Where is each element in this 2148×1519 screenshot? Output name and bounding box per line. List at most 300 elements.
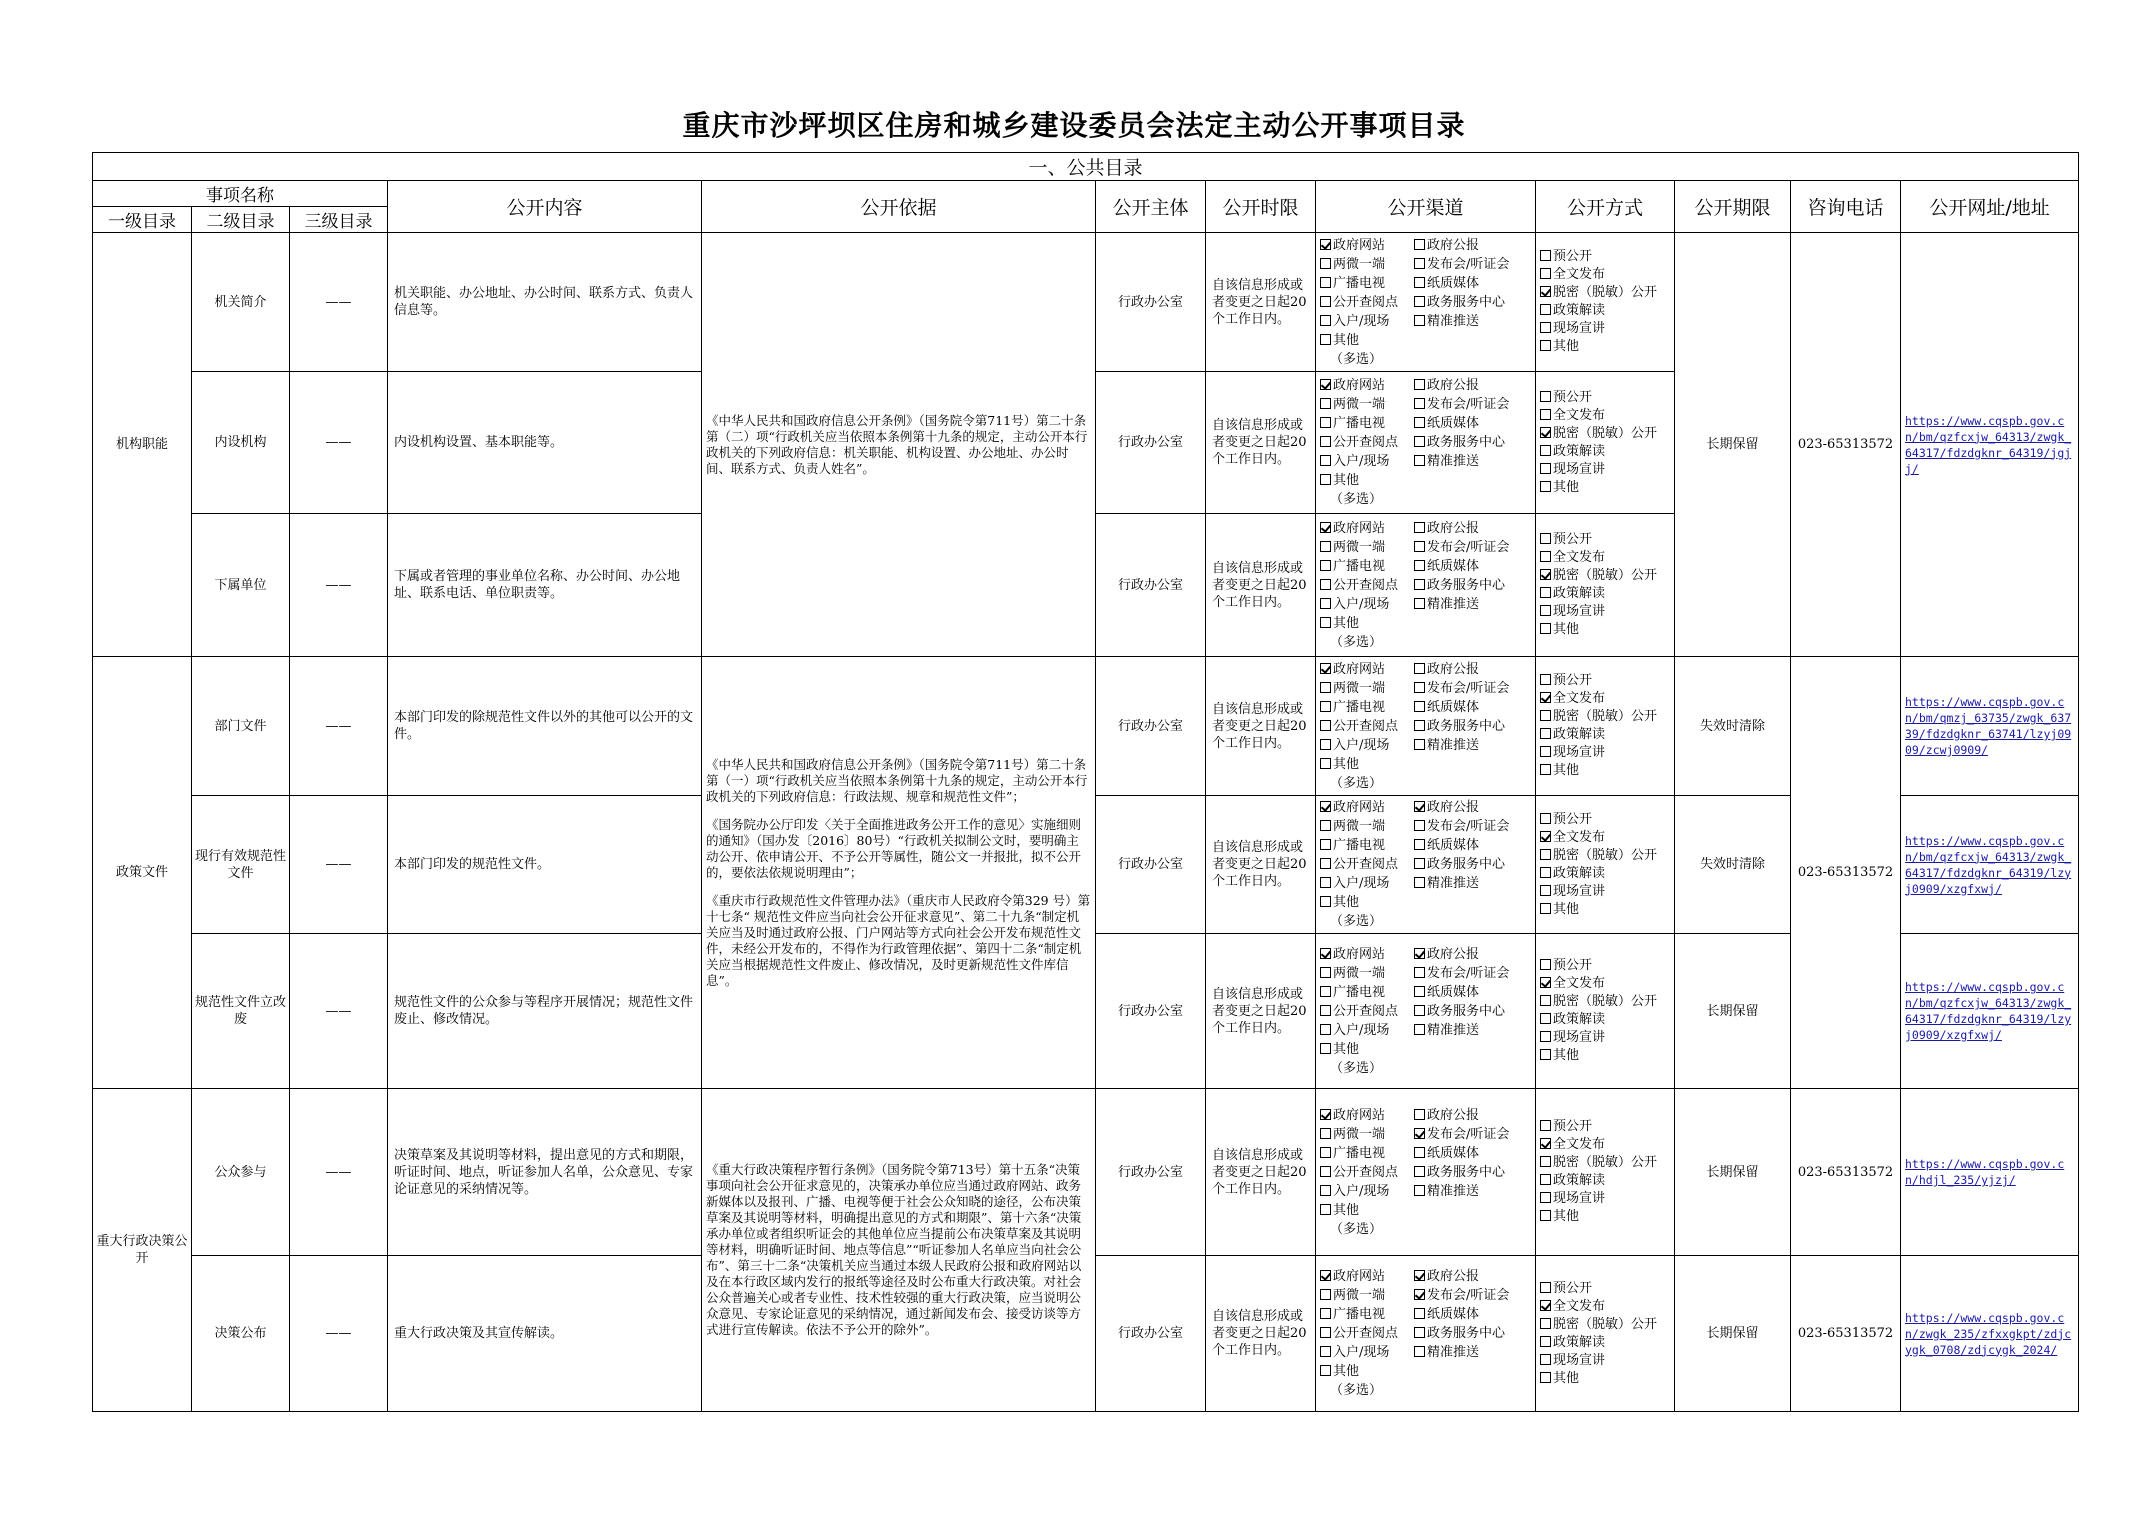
checkbox-icon[interactable]	[1320, 258, 1331, 269]
checked-box-icon[interactable]	[1414, 1289, 1425, 1300]
checkbox-icon[interactable]	[1540, 746, 1551, 757]
checkbox-icon[interactable]	[1414, 739, 1425, 750]
channel-option[interactable]	[1414, 1324, 1531, 1343]
channel-option[interactable]	[1320, 964, 1414, 983]
url-link[interactable]: https://www.cqspb.gov.cn/hdjl_235/yjzj/	[1901, 1089, 2079, 1256]
mode-option[interactable]	[1540, 1298, 1670, 1316]
checkbox-icon[interactable]	[1540, 764, 1551, 775]
channel-option[interactable]	[1320, 755, 1414, 774]
channel-option[interactable]	[1320, 471, 1414, 490]
channel-option[interactable]	[1414, 433, 1531, 452]
checkbox-icon[interactable]	[1540, 1120, 1551, 1131]
channel-option[interactable]	[1414, 717, 1531, 736]
mode-option-label: 政策解读	[1553, 586, 1606, 601]
checkbox-icon[interactable]	[1320, 701, 1331, 712]
channel-option[interactable]	[1320, 1163, 1414, 1182]
checkbox-icon[interactable]	[1540, 268, 1551, 279]
checked-box-icon[interactable]	[1540, 1138, 1551, 1149]
checkbox-icon[interactable]	[1414, 1308, 1425, 1319]
mode-option[interactable]	[1540, 744, 1670, 762]
mode-option[interactable]	[1540, 901, 1670, 919]
channel-option[interactable]	[1414, 538, 1531, 557]
channel-option[interactable]	[1320, 312, 1414, 331]
checkbox-icon[interactable]	[1540, 674, 1551, 685]
checkbox-icon[interactable]	[1414, 560, 1425, 571]
channel-option[interactable]	[1414, 945, 1531, 964]
checkbox-icon[interactable]	[1414, 839, 1425, 850]
channel-option-label: 政务服务中心	[1427, 294, 1506, 310]
checkbox-icon[interactable]	[1540, 1354, 1551, 1365]
channel-option[interactable]	[1320, 836, 1414, 855]
channel-option[interactable]	[1320, 595, 1414, 614]
checkbox-icon[interactable]	[1540, 1318, 1551, 1329]
checkbox-icon[interactable]	[1320, 296, 1331, 307]
checkbox-icon[interactable]	[1414, 1346, 1425, 1357]
checked-box-icon[interactable]	[1414, 1270, 1425, 1281]
checkbox-icon[interactable]	[1540, 728, 1551, 739]
mode-option[interactable]	[1540, 567, 1670, 585]
checkbox-icon[interactable]	[1320, 720, 1331, 731]
channel-option[interactable]	[1414, 660, 1531, 679]
checked-box-icon[interactable]	[1320, 801, 1331, 812]
section-title: 一、公共目录	[93, 153, 2079, 181]
channel-option[interactable]	[1320, 855, 1414, 874]
channel-option[interactable]	[1320, 538, 1414, 557]
channel-option[interactable]	[1414, 376, 1531, 395]
checkbox-icon[interactable]	[1540, 481, 1551, 492]
mode-option[interactable]	[1540, 320, 1670, 338]
channel-option[interactable]	[1320, 433, 1414, 452]
checkbox-icon[interactable]	[1540, 1049, 1551, 1060]
checked-box-icon[interactable]	[1540, 977, 1551, 988]
checkbox-icon[interactable]	[1414, 1005, 1425, 1016]
mode-option[interactable]	[1540, 1190, 1670, 1208]
checkbox-icon[interactable]	[1540, 1031, 1551, 1042]
channel-option[interactable]	[1320, 1125, 1414, 1144]
channel-option[interactable]	[1414, 274, 1531, 293]
mode-option[interactable]	[1540, 407, 1670, 425]
checkbox-icon[interactable]	[1320, 1024, 1331, 1035]
checkbox-icon[interactable]	[1414, 417, 1425, 428]
checkbox-icon[interactable]	[1414, 701, 1425, 712]
channel-option[interactable]	[1414, 1021, 1531, 1040]
checked-box-icon[interactable]	[1320, 663, 1331, 674]
checkbox-icon[interactable]	[1540, 959, 1551, 970]
checked-box-icon[interactable]	[1414, 801, 1425, 812]
mode-option[interactable]	[1540, 1334, 1670, 1352]
channel-option[interactable]	[1320, 1201, 1414, 1220]
checkbox-icon[interactable]	[1320, 560, 1331, 571]
checkbox-icon[interactable]	[1414, 296, 1425, 307]
checkbox-icon[interactable]	[1320, 1005, 1331, 1016]
channel-option-label: 政务服务中心	[1427, 718, 1506, 734]
mode-option[interactable]	[1540, 811, 1670, 829]
channel-option-label: 发布会/听证会	[1427, 680, 1510, 696]
channel-option[interactable]	[1320, 983, 1414, 1002]
mode-option[interactable]	[1540, 708, 1670, 726]
checkbox-icon[interactable]	[1414, 663, 1425, 674]
channel-option[interactable]	[1414, 836, 1531, 855]
mode-option[interactable]	[1540, 531, 1670, 549]
mode-option[interactable]	[1540, 762, 1670, 780]
channel-option[interactable]	[1414, 679, 1531, 698]
channel-option[interactable]	[1320, 1144, 1414, 1163]
mode-option[interactable]	[1540, 883, 1670, 901]
checkbox-icon[interactable]	[1320, 1147, 1331, 1158]
channel-option[interactable]	[1414, 1163, 1531, 1182]
checkbox-icon[interactable]	[1320, 1289, 1331, 1300]
checkbox-icon[interactable]	[1540, 1282, 1551, 1293]
checkbox-icon[interactable]	[1320, 455, 1331, 466]
checkbox-icon[interactable]	[1320, 436, 1331, 447]
mode-cell	[1536, 796, 1675, 934]
checkbox-icon[interactable]	[1320, 986, 1331, 997]
checkbox-icon[interactable]	[1414, 1024, 1425, 1035]
checkbox-icon[interactable]	[1540, 903, 1551, 914]
channel-option[interactable]	[1414, 1343, 1531, 1362]
mode-option[interactable]	[1540, 266, 1670, 284]
channel-option[interactable]	[1414, 874, 1531, 893]
checkbox-icon[interactable]	[1540, 849, 1551, 860]
mode-option[interactable]	[1540, 1047, 1670, 1065]
checkbox-icon[interactable]	[1540, 445, 1551, 456]
channel-option[interactable]	[1414, 293, 1531, 312]
channel-option[interactable]	[1414, 595, 1531, 614]
checkbox-icon[interactable]	[1320, 877, 1331, 888]
checkbox-icon[interactable]	[1540, 250, 1551, 261]
mode-option[interactable]	[1540, 1208, 1670, 1226]
mode-option[interactable]	[1540, 690, 1670, 708]
channel-option[interactable]	[1320, 1362, 1414, 1381]
checkbox-icon[interactable]	[1540, 304, 1551, 315]
mode-option[interactable]	[1540, 302, 1670, 320]
mode-option[interactable]	[1540, 993, 1670, 1011]
channel-option[interactable]	[1320, 893, 1414, 912]
channel-option-label: 政府公报	[1427, 1107, 1480, 1123]
checkbox-icon[interactable]	[1540, 995, 1551, 1006]
checkbox-icon[interactable]	[1540, 867, 1551, 878]
checked-box-icon[interactable]	[1540, 1300, 1551, 1311]
checked-box-icon[interactable]	[1540, 286, 1551, 297]
checkbox-icon[interactable]	[1540, 1156, 1551, 1167]
checkbox-icon[interactable]	[1540, 340, 1551, 351]
checked-box-icon[interactable]	[1320, 379, 1331, 390]
phone-header: 咨询电话	[1791, 181, 1901, 233]
checkbox-icon[interactable]	[1540, 391, 1551, 402]
mode-option[interactable]	[1540, 1154, 1670, 1172]
mode-option[interactable]	[1540, 621, 1670, 639]
checkbox-icon[interactable]	[1414, 398, 1425, 409]
checkbox-icon[interactable]	[1320, 858, 1331, 869]
checked-box-icon[interactable]	[1320, 1109, 1331, 1120]
channel-option[interactable]	[1320, 1040, 1414, 1059]
channel-option[interactable]	[1414, 312, 1531, 331]
mode-option[interactable]	[1540, 1029, 1670, 1047]
channel-option-label: 政务服务中心	[1427, 1164, 1506, 1180]
channel-option[interactable]	[1320, 945, 1414, 964]
checkbox-icon[interactable]	[1320, 1128, 1331, 1139]
channel-option[interactable]	[1414, 236, 1531, 255]
checkbox-icon[interactable]	[1320, 839, 1331, 850]
checkbox-icon[interactable]	[1320, 1043, 1331, 1054]
checkbox-icon[interactable]	[1414, 315, 1425, 326]
channel-option[interactable]	[1320, 679, 1414, 698]
channel-option[interactable]	[1320, 395, 1414, 414]
checkbox-icon[interactable]	[1320, 1365, 1331, 1376]
channel-option[interactable]	[1320, 576, 1414, 595]
channel-option[interactable]	[1414, 1182, 1531, 1201]
checkbox-icon[interactable]	[1540, 1210, 1551, 1221]
channel-option[interactable]	[1414, 855, 1531, 874]
checkbox-icon[interactable]	[1414, 239, 1425, 250]
mode-option[interactable]	[1540, 479, 1670, 497]
channel-option-label: 政府网站	[1333, 661, 1386, 677]
channel-option[interactable]	[1320, 614, 1414, 633]
channel-option[interactable]	[1414, 395, 1531, 414]
channel-option[interactable]	[1414, 255, 1531, 274]
channel-option[interactable]	[1320, 1305, 1414, 1324]
checkbox-icon[interactable]	[1320, 967, 1331, 978]
channel-option[interactable]	[1414, 519, 1531, 538]
channel-option[interactable]	[1414, 1106, 1531, 1125]
channel-option[interactable]	[1414, 1305, 1531, 1324]
checkbox-icon[interactable]	[1414, 877, 1425, 888]
mode-option[interactable]	[1540, 865, 1670, 883]
url-link[interactable]: https://www.cqspb.gov.cn/bm/qzfcxjw_64313/zwgk_64317/fdzdgknr_64319/lzyj0909/xzgfxwj/	[1901, 934, 2079, 1089]
checkbox-icon[interactable]	[1414, 598, 1425, 609]
channel-option[interactable]	[1320, 817, 1414, 836]
checkbox-icon[interactable]	[1414, 682, 1425, 693]
mode-option[interactable]	[1540, 1316, 1670, 1334]
checkbox-icon[interactable]	[1414, 277, 1425, 288]
channel-option[interactable]	[1320, 1324, 1414, 1343]
channel-option[interactable]	[1320, 236, 1414, 255]
subject-cell: 行政办公室	[1096, 233, 1206, 372]
checkbox-icon[interactable]	[1414, 541, 1425, 552]
channel-option[interactable]	[1414, 817, 1531, 836]
mode-option[interactable]	[1540, 389, 1670, 407]
checkbox-icon[interactable]	[1320, 1346, 1331, 1357]
channel-option[interactable]	[1414, 1286, 1531, 1305]
channel-option[interactable]	[1320, 1106, 1414, 1125]
channel-option[interactable]	[1414, 1144, 1531, 1163]
checkbox-icon[interactable]	[1320, 1327, 1331, 1338]
checkbox-icon[interactable]	[1414, 967, 1425, 978]
checked-box-icon[interactable]	[1414, 1128, 1425, 1139]
channel-option[interactable]	[1320, 698, 1414, 717]
phone-cell: 023-65313572	[1791, 1089, 1901, 1256]
checkbox-icon[interactable]	[1540, 605, 1551, 616]
mode-option[interactable]	[1540, 338, 1670, 356]
checkbox-icon[interactable]	[1414, 720, 1425, 731]
channel-option[interactable]	[1320, 874, 1414, 893]
channel-option[interactable]	[1414, 1002, 1531, 1021]
mode-option[interactable]	[1540, 1352, 1670, 1370]
checked-box-icon[interactable]	[1320, 522, 1331, 533]
checked-box-icon[interactable]	[1320, 1270, 1331, 1281]
checkbox-icon[interactable]	[1320, 1308, 1331, 1319]
checkbox-icon[interactable]	[1320, 896, 1331, 907]
mode-option[interactable]	[1540, 847, 1670, 865]
channel-option[interactable]	[1414, 698, 1531, 717]
channel-option[interactable]	[1320, 736, 1414, 755]
checkbox-icon[interactable]	[1320, 398, 1331, 409]
period-cell: 长期保留	[1675, 233, 1791, 657]
channel-option[interactable]	[1414, 414, 1531, 433]
channel-option[interactable]	[1414, 452, 1531, 471]
checkbox-icon[interactable]	[1540, 813, 1551, 824]
checkbox-icon[interactable]	[1540, 1192, 1551, 1203]
mode-option[interactable]	[1540, 1011, 1670, 1029]
checkbox-icon[interactable]	[1414, 436, 1425, 447]
checkbox-icon[interactable]	[1320, 315, 1331, 326]
checkbox-icon[interactable]	[1540, 1013, 1551, 1024]
mode-option[interactable]	[1540, 284, 1670, 302]
url-link[interactable]: https://www.cqspb.gov.cn/bm/qzfcxjw_64313/zwgk_64317/fdzdgknr_64319/jgjj/	[1901, 233, 2079, 657]
checkbox-icon[interactable]	[1320, 682, 1331, 693]
url-link[interactable]: https://www.cqspb.gov.cn/bm/qmzj_63735/zwgk_63739/fdzdgknr_63741/lzyj0909/zcwj0909/	[1901, 657, 2079, 796]
checked-box-icon[interactable]	[1414, 948, 1425, 959]
mode-option-label: 脱密（脱敏）公开	[1553, 994, 1658, 1009]
channel-option[interactable]	[1320, 717, 1414, 736]
mode-option[interactable]	[1540, 829, 1670, 847]
checked-box-icon[interactable]	[1540, 692, 1551, 703]
channel-option[interactable]	[1320, 293, 1414, 312]
checkbox-icon[interactable]	[1540, 1336, 1551, 1347]
mode-option[interactable]	[1540, 1118, 1670, 1136]
channel-option[interactable]	[1414, 964, 1531, 983]
checkbox-icon[interactable]	[1414, 986, 1425, 997]
mode-option[interactable]	[1540, 549, 1670, 567]
mode-option[interactable]	[1540, 443, 1670, 461]
mode-option[interactable]	[1540, 957, 1670, 975]
channel-option[interactable]	[1320, 1182, 1414, 1201]
mode-option[interactable]	[1540, 603, 1670, 621]
checkbox-icon[interactable]	[1320, 739, 1331, 750]
channel-option[interactable]	[1320, 255, 1414, 274]
channel-option[interactable]	[1414, 1125, 1531, 1144]
mode-option[interactable]	[1540, 1136, 1670, 1154]
checkbox-icon[interactable]	[1414, 820, 1425, 831]
checkbox-icon[interactable]	[1320, 277, 1331, 288]
multi-select-note: （多选）	[1330, 351, 1383, 367]
checked-box-icon[interactable]	[1320, 948, 1331, 959]
channel-option[interactable]	[1320, 557, 1414, 576]
channel-option[interactable]	[1320, 1343, 1414, 1362]
checkbox-icon[interactable]	[1540, 551, 1551, 562]
checkbox-icon[interactable]	[1414, 858, 1425, 869]
checkbox-icon[interactable]	[1320, 598, 1331, 609]
checkbox-icon[interactable]	[1320, 579, 1331, 590]
checkbox-icon[interactable]	[1320, 820, 1331, 831]
mode-option[interactable]	[1540, 1172, 1670, 1190]
channel-option[interactable]	[1320, 414, 1414, 433]
checkbox-icon[interactable]	[1414, 455, 1425, 466]
channel-option[interactable]	[1320, 452, 1414, 471]
channel-option[interactable]	[1320, 660, 1414, 679]
checkbox-icon[interactable]	[1540, 1174, 1551, 1185]
channel-option[interactable]	[1414, 1267, 1531, 1286]
checkbox-icon[interactable]	[1540, 1372, 1551, 1383]
checkbox-icon[interactable]	[1540, 623, 1551, 634]
checkbox-icon[interactable]	[1320, 1185, 1331, 1196]
checkbox-icon[interactable]	[1540, 710, 1551, 721]
channel-option[interactable]	[1320, 1002, 1414, 1021]
checkbox-icon[interactable]	[1540, 533, 1551, 544]
subject-cell: 行政办公室	[1096, 514, 1206, 657]
checkbox-icon[interactable]	[1320, 1166, 1331, 1177]
url-link[interactable]: https://www.cqspb.gov.cn/bm/qzfcxjw_64313/zwgk_64317/fdzdgknr_64319/lzyj0909/xzgfxwj/	[1901, 796, 2079, 934]
mode-option[interactable]	[1540, 1370, 1670, 1388]
mode-option[interactable]	[1540, 672, 1670, 690]
checkbox-icon[interactable]	[1320, 474, 1331, 485]
channel-option-label: 入户/现场	[1333, 1022, 1390, 1038]
mode-option-label: 全文发布	[1553, 829, 1606, 845]
checkbox-icon[interactable]	[1414, 1166, 1425, 1177]
content-cell: 决策草案及其说明等材料，提出意见的方式和期限，听证时间、地点，听证参加人名单，公众意见、专家论证意见的采纳情况等。	[388, 1089, 702, 1256]
channel-option[interactable]	[1414, 576, 1531, 595]
mode-option[interactable]	[1540, 975, 1670, 993]
checkbox-icon[interactable]	[1414, 1147, 1425, 1158]
checked-box-icon[interactable]	[1540, 427, 1551, 438]
channel-option[interactable]	[1320, 274, 1414, 293]
checkbox-icon[interactable]	[1320, 1204, 1331, 1215]
checkbox-icon[interactable]	[1540, 885, 1551, 896]
checkbox-icon[interactable]	[1320, 758, 1331, 769]
mode-option-label: 现场宣讲	[1553, 883, 1606, 899]
checkbox-icon[interactable]	[1414, 258, 1425, 269]
channel-option[interactable]	[1414, 798, 1531, 817]
channel-option[interactable]	[1320, 331, 1414, 350]
checkbox-icon[interactable]	[1414, 1327, 1425, 1338]
checkbox-icon[interactable]	[1540, 409, 1551, 420]
mode-option[interactable]	[1540, 425, 1670, 443]
checkbox-icon[interactable]	[1540, 322, 1551, 333]
channel-option[interactable]	[1320, 519, 1414, 538]
channel-option[interactable]	[1320, 1286, 1414, 1305]
checkbox-icon[interactable]	[1414, 1185, 1425, 1196]
channel-option-label: 精准推送	[1427, 1022, 1480, 1038]
checkbox-icon[interactable]	[1540, 587, 1551, 598]
channel-option[interactable]	[1320, 1021, 1414, 1040]
url-link[interactable]: https://www.cqspb.gov.cn/zwgk_235/zfxxgkpt/zdjcygk_0708/zdjcygk_2024/	[1901, 1256, 2079, 1412]
checked-box-icon[interactable]	[1320, 239, 1331, 250]
checked-box-icon[interactable]	[1540, 831, 1551, 842]
checkbox-icon[interactable]	[1414, 379, 1425, 390]
mode-option[interactable]	[1540, 1280, 1670, 1298]
mode-option[interactable]	[1540, 461, 1670, 479]
mode-option[interactable]	[1540, 248, 1670, 266]
channel-option[interactable]	[1320, 798, 1414, 817]
checkbox-icon[interactable]	[1320, 417, 1331, 428]
checked-box-icon[interactable]	[1540, 569, 1551, 580]
mode-option[interactable]	[1540, 726, 1670, 744]
checkbox-icon[interactable]	[1320, 541, 1331, 552]
checkbox-icon[interactable]	[1414, 579, 1425, 590]
checkbox-icon[interactable]	[1414, 522, 1425, 533]
channel-option[interactable]	[1320, 376, 1414, 395]
checkbox-icon[interactable]	[1320, 617, 1331, 628]
timelimit-header: 公开时限	[1206, 181, 1316, 233]
checkbox-icon[interactable]	[1540, 463, 1551, 474]
channel-option[interactable]	[1320, 1267, 1414, 1286]
channel-option[interactable]	[1414, 557, 1531, 576]
channel-option[interactable]	[1414, 983, 1531, 1002]
checkbox-icon[interactable]	[1320, 334, 1331, 345]
mode-option[interactable]	[1540, 585, 1670, 603]
checkbox-icon[interactable]	[1414, 1109, 1425, 1120]
channel-option[interactable]	[1414, 736, 1531, 755]
